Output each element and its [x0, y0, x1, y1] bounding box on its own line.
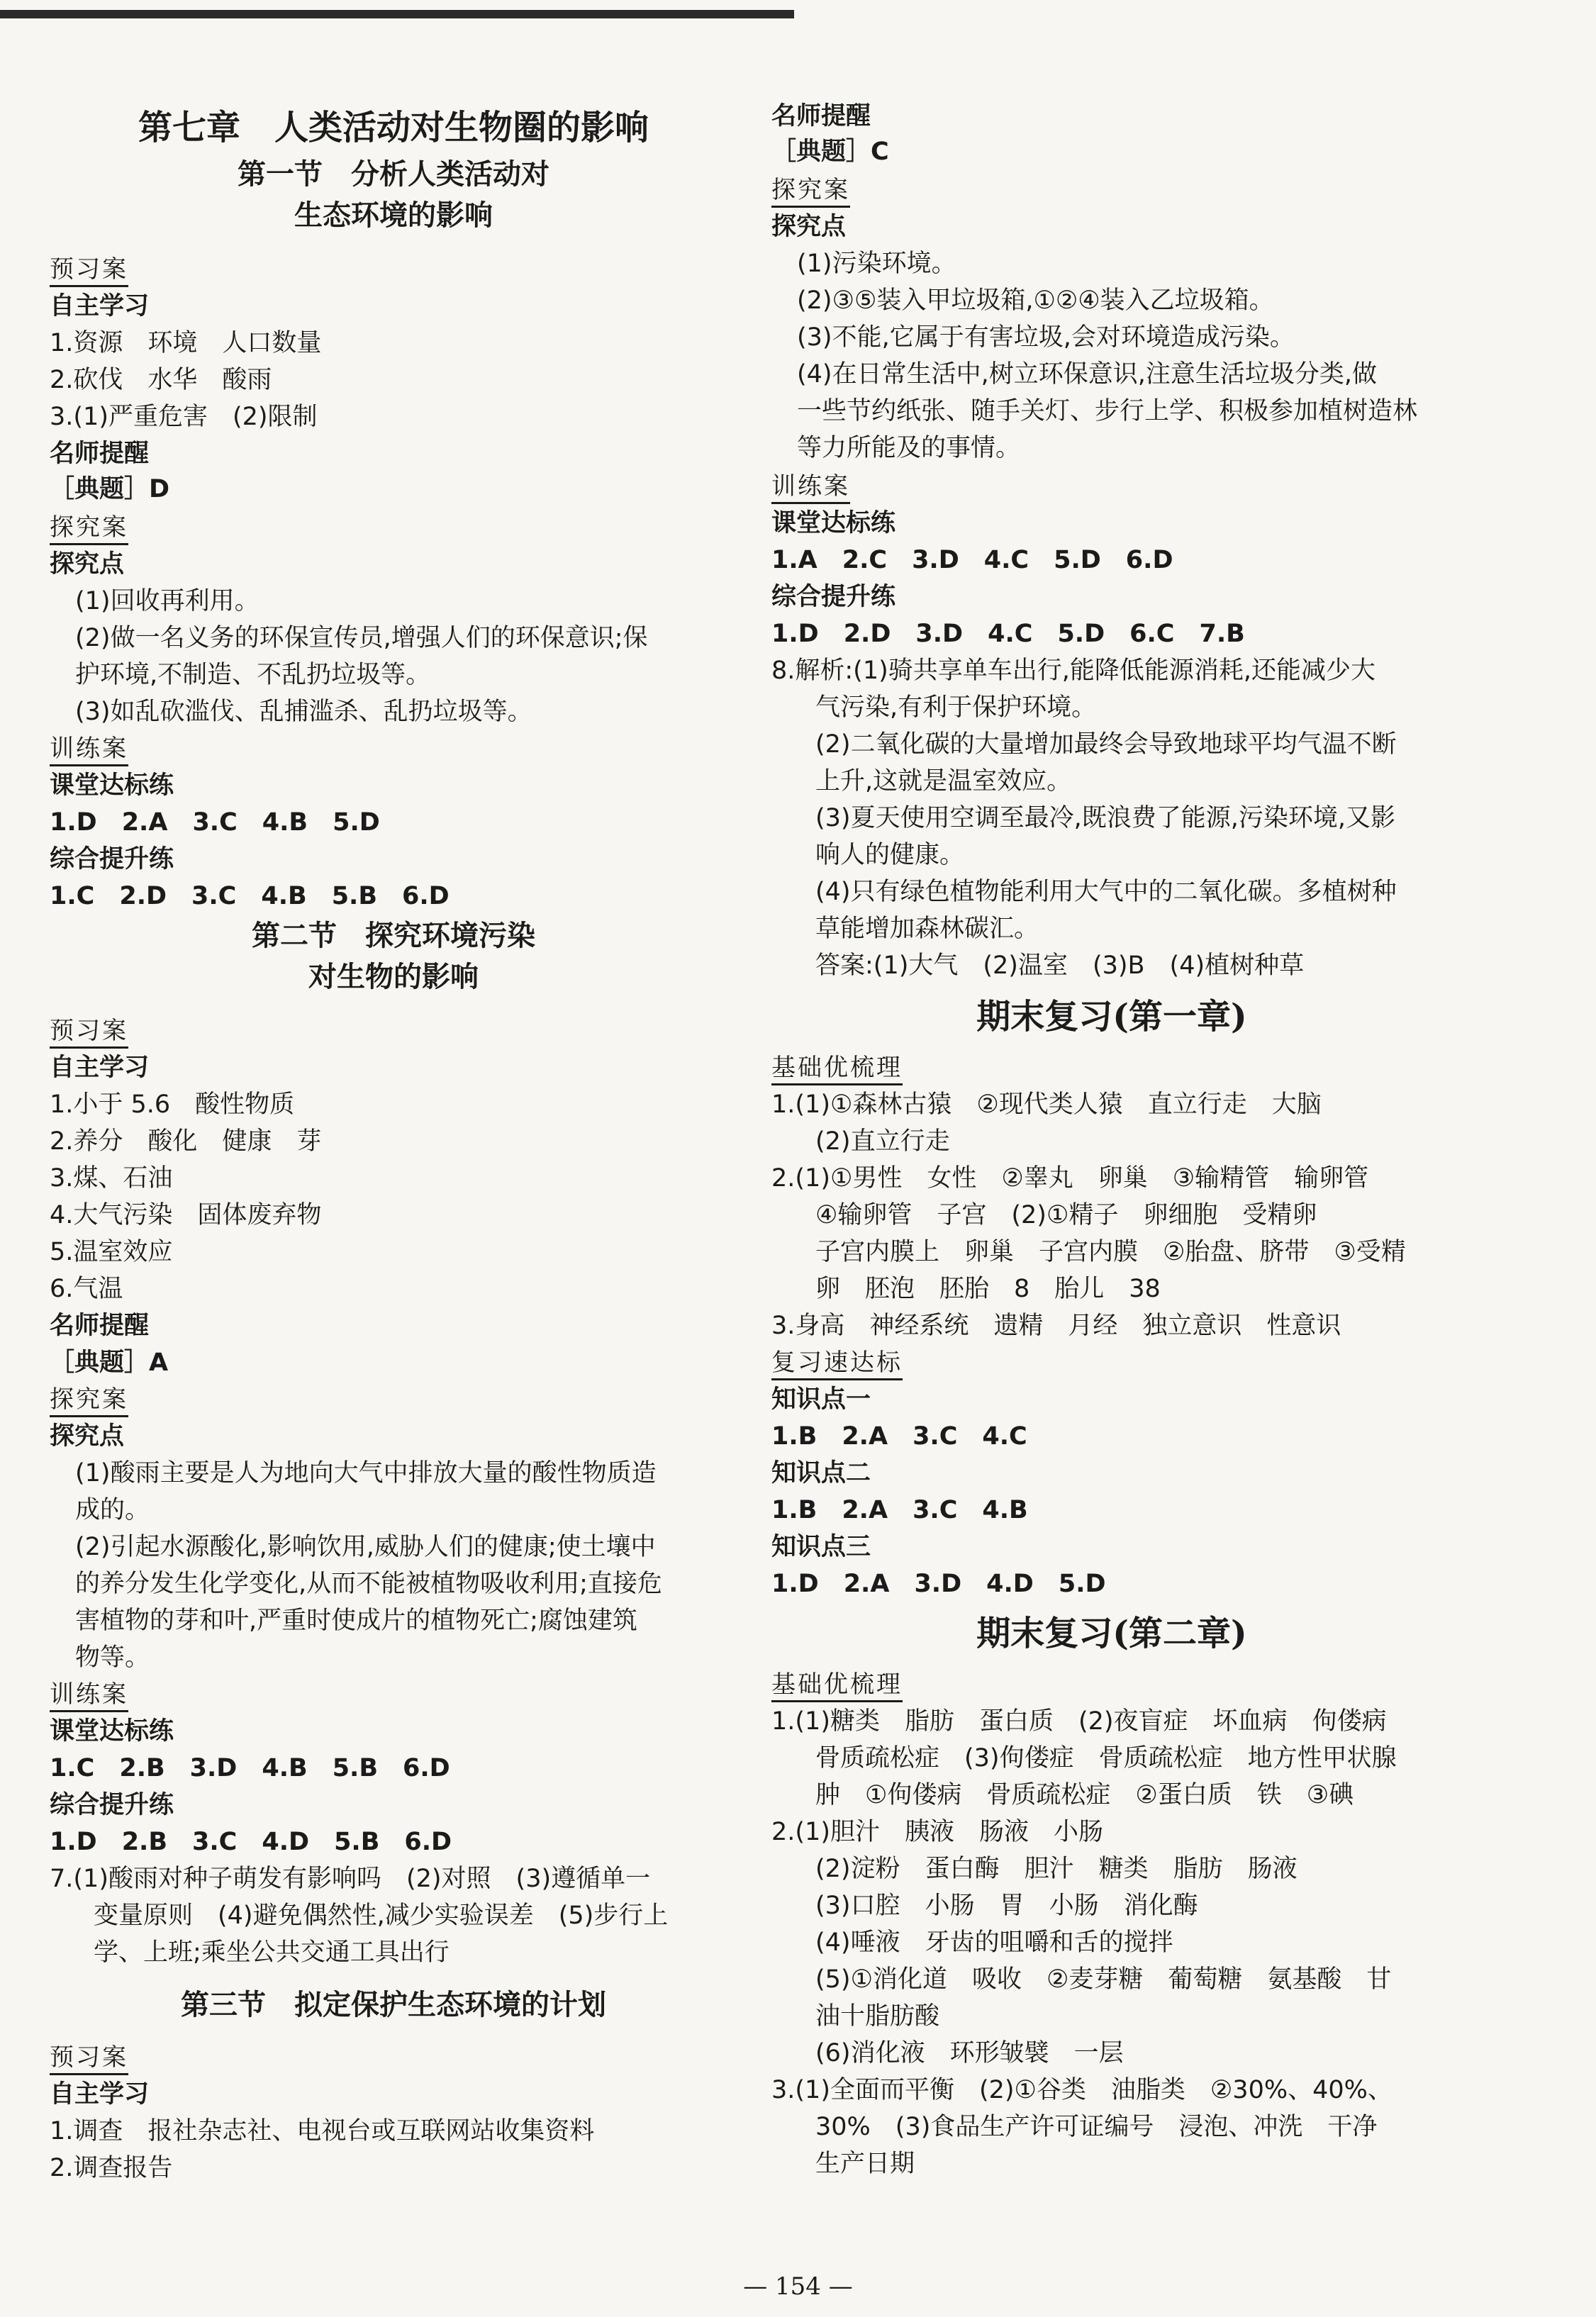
answer-line: (2)二氧化碳的大量增加最终会导致地球平均气温不断	[815, 730, 1397, 759]
answer-line: 草能增加森林碳汇。	[815, 915, 1039, 943]
subheading: 自主学习	[50, 1054, 150, 1082]
answer-line: 响人的健康。	[815, 841, 965, 869]
answer-line: 2.调查报告	[50, 2154, 173, 2182]
answer-line: 生产日期	[815, 2150, 915, 2178]
section-title: 生态环境的影响	[294, 199, 493, 232]
answer-line: (2)直立行走	[815, 1127, 950, 1156]
subheading: 名师提醒	[50, 1312, 150, 1340]
answer-line: (3)夏天使用空调至最冷,既浪费了能源,污染环境,又影	[815, 804, 1395, 832]
quick-tag: 复习速达标	[771, 1349, 903, 1380]
subheading: 知识点一	[771, 1385, 871, 1414]
answer-line: (4)在日常生活中,树立环保意识,注意生活垃圾分类,做	[797, 360, 1377, 389]
review-title: 期末复习(第一章)	[976, 997, 1247, 1037]
preview-tag: 预习案	[50, 1017, 128, 1049]
answer-line: 肿 ①佝偻病 骨质疏松症 ②蛋白质 铁 ③碘	[815, 1781, 1354, 1809]
answer-line: 4.大气污染 固体废弃物	[50, 1201, 322, 1229]
answer-key: 1.A 2.C 3.D 4.C 5.D 6.D	[771, 546, 1173, 574]
answer-line: (2)淀粉 蛋白酶 胆汁 糖类 脂肪 肠液	[815, 1855, 1298, 1883]
top-rule	[0, 10, 794, 18]
basic-tag: 基础优梳理	[771, 1054, 903, 1085]
answer-line: 7.(1)酸雨对种子萌发有影响吗 (2)对照 (3)遵循单一	[50, 1865, 651, 1893]
answer-line: 油十脂肪酸	[815, 2002, 940, 2031]
page-number: — 154 —	[743, 2272, 853, 2301]
answer-line: 1.(1)①森林古猿 ②现代类人猿 直立行走 大脑	[771, 1090, 1322, 1119]
answer-line: (1)污染环境。	[797, 250, 956, 278]
answer-line: 1.调查 报社杂志社、电视台或互联网站收集资料	[50, 2117, 595, 2145]
subheading: 知识点二	[771, 1459, 871, 1487]
subheading: 课堂达标练	[50, 771, 174, 800]
explore-tag: 探究案	[771, 176, 850, 208]
answer-line: (5)①消化道 吸收 ②麦芽糖 葡萄糖 氨基酸 甘	[815, 1965, 1392, 1994]
subheading: 综合提升练	[50, 1791, 174, 1819]
answer-line: 成的。	[75, 1496, 150, 1524]
answer-key: 1.D 2.B 3.C 4.D 5.B 6.D	[50, 1828, 452, 1856]
answer-line: 等力所能及的事情。	[797, 434, 1021, 462]
review-title: 期末复习(第二章)	[976, 1614, 1247, 1653]
answer-line: 一些节约纸张、随手关灯、步行上学、积极参加植树造林	[797, 397, 1418, 425]
train-tag: 训练案	[50, 735, 128, 766]
subheading: 综合提升练	[50, 845, 174, 873]
answer-line: 3.煤、石油	[50, 1164, 173, 1193]
subheading: 自主学习	[50, 2080, 150, 2109]
answer-line: 6.气温	[50, 1275, 123, 1303]
answer-line: 护环境,不制造、不乱扔垃圾等。	[75, 661, 431, 689]
section-title: 第二节 探究环境污染	[252, 919, 535, 952]
answer-key: 1.C 2.B 3.D 4.B 5.B 6.D	[50, 1754, 450, 1782]
preview-tag: 预习案	[50, 2043, 128, 2075]
section-title: 第一节 分析人类活动对	[238, 157, 549, 191]
answer-line: 答案:(1)大气 (2)温室 (3)B (4)植树种草	[815, 951, 1305, 980]
explore-tag: 探究案	[50, 513, 128, 545]
answer-line: 2.砍伐 水华 酸雨	[50, 366, 272, 394]
subheading: 探究点	[50, 1422, 125, 1451]
subheading: 名师提醒	[50, 440, 150, 468]
answer-line: (2)引起水源酸化,影响饮用,威胁人们的健康;使土壤中	[75, 1533, 656, 1561]
subheading: 综合提升练	[771, 583, 896, 611]
answer-line: 子宫内膜上 卵巢 子宫内膜 ②胎盘、脐带 ③受精	[815, 1238, 1406, 1266]
answer-line: 气污染,有利于保护环境。	[815, 693, 1097, 722]
subheading: 探究点	[50, 550, 125, 579]
answer-line: 1.资源 环境 人口数量	[50, 329, 322, 357]
answer-line: 害植物的芽和叶,严重时使成片的植物死亡;腐蚀建筑	[75, 1607, 637, 1635]
train-tag: 训练案	[50, 1680, 128, 1712]
answer-line: 学、上班;乘坐公共交通工具出行	[94, 1938, 450, 1967]
train-tag: 训练案	[771, 472, 850, 504]
answer-line: 变量原则 (4)避免偶然性,减少实验误差 (5)步行上	[94, 1902, 669, 1930]
answer-line: 2.(1)①男性 女性 ②睾丸 卵巢 ③输精管 输卵管	[771, 1164, 1369, 1193]
answer-line: 上升,这就是温室效应。	[815, 767, 1072, 795]
answer-key: 1.C 2.D 3.C 4.B 5.B 6.D	[50, 882, 450, 910]
example-answer: ［典题］A	[50, 1349, 169, 1377]
answer-line: (4)只有绿色植物能利用大气中的二氧化碳。多植树种	[815, 878, 1397, 906]
answer-line: 2.(1)胆汁 胰液 肠液 小肠	[771, 1818, 1103, 1846]
answer-line: 1.小于 5.6 酸性物质	[50, 1090, 295, 1119]
answer-line: 物等。	[75, 1643, 150, 1672]
answer-line: 3.(1)全面而平衡 (2)①谷类 油脂类 ②30%、40%、	[771, 2076, 1393, 2104]
answer-line: (2)做一名义务的环保宣传员,增强人们的环保意识;保	[75, 624, 648, 652]
answer-line: 30% (3)食品生产许可证编号 浸泡、冲洗 干净	[815, 2113, 1378, 2141]
answer-key: 1.B 2.A 3.C 4.B	[771, 1496, 1028, 1524]
answer-line: (4)唾液 牙齿的咀嚼和舌的搅拌	[815, 1928, 1173, 1957]
answer-line: 骨质疏松症 (3)佝偻症 骨质疏松症 地方性甲状腺	[815, 1744, 1397, 1772]
answer-line: 5.温室效应	[50, 1238, 173, 1266]
subheading: 名师提醒	[771, 102, 871, 130]
answer-key: 1.B 2.A 3.C 4.C	[771, 1422, 1027, 1451]
section-title: 第三节 拟定保护生态环境的计划	[181, 1988, 606, 2021]
answer-line: 1.(1)糖类 脂肪 蛋白质 (2)夜盲症 坏血病 佝偻病	[771, 1707, 1387, 1736]
answer-line: (1)酸雨主要是人为地向大气中排放大量的酸性物质造	[75, 1459, 657, 1487]
section-title: 对生物的影响	[308, 960, 479, 993]
subheading: 课堂达标练	[50, 1717, 174, 1746]
answer-line: 3.身高 神经系统 遗精 月经 独立意识 性意识	[771, 1312, 1341, 1340]
answer-line: (3)口腔 小肠 胃 小肠 消化酶	[815, 1892, 1198, 1920]
answer-line: 的养分发生化学变化,从而不能被植物吸收利用;直接危	[75, 1570, 662, 1598]
subheading: 探究点	[771, 213, 847, 241]
answer-line: 8.解析:(1)骑共享单车出行,能降低能源消耗,还能减少大	[771, 657, 1376, 685]
answer-line: (1)回收再利用。	[75, 587, 260, 615]
answer-key: 1.D 2.A 3.C 4.B 5.D	[50, 808, 380, 837]
answer-line: (3)如乱砍滥伐、乱捕滥杀、乱扔垃圾等。	[75, 698, 532, 726]
answer-key: 1.D 2.D 3.D 4.C 5.D 6.C 7.B	[771, 620, 1245, 648]
answer-line: 2.养分 酸化 健康 芽	[50, 1127, 322, 1156]
basic-tag: 基础优梳理	[771, 1670, 903, 1702]
answer-line: (2)③⑤装入甲垃圾箱,①②④装入乙垃圾箱。	[797, 286, 1274, 315]
example-answer: ［典题］D	[50, 475, 170, 503]
preview-tag: 预习案	[50, 255, 128, 287]
answer-key: 1.D 2.A 3.D 4.D 5.D	[771, 1570, 1106, 1598]
explore-tag: 探究案	[50, 1385, 128, 1417]
chapter-title: 第七章 人类活动对生物圈的影响	[138, 108, 649, 147]
subheading: 知识点三	[771, 1533, 871, 1561]
subheading: 自主学习	[50, 292, 150, 320]
answer-line: 3.(1)严重危害 (2)限制	[50, 403, 318, 431]
example-answer: ［典题］C	[771, 138, 889, 166]
answer-line: (3)不能,它属于有害垃圾,会对环境造成污染。	[797, 323, 1295, 352]
answer-line: 卵 胚泡 胚胎 8 胎儿 38	[815, 1275, 1161, 1303]
answer-line: ④输卵管 子宫 (2)①精子 卵细胞 受精卵	[815, 1201, 1317, 1229]
subheading: 课堂达标练	[771, 509, 896, 537]
answer-line: (6)消化液 环形皱襞 一层	[815, 2039, 1124, 2067]
